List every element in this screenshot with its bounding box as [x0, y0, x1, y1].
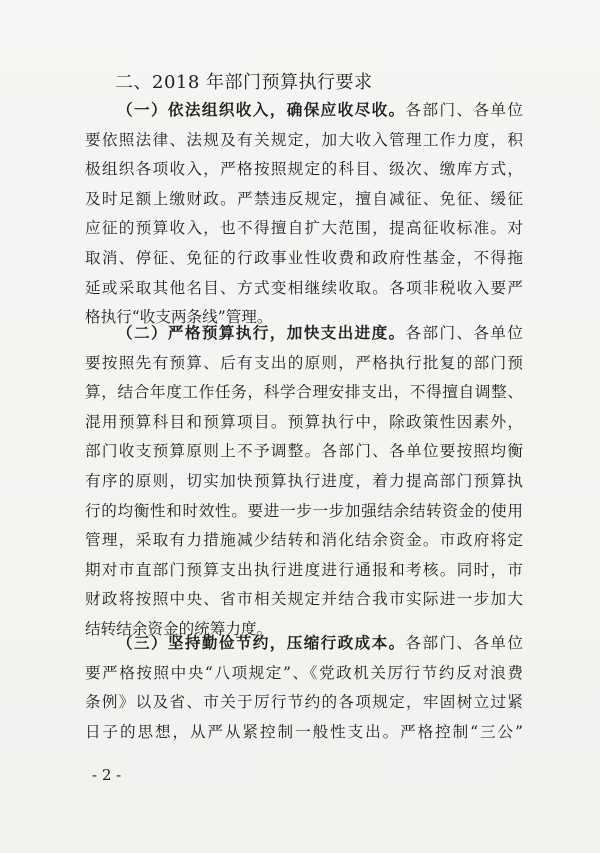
paragraph-text: 各部门、各单位	[405, 101, 523, 119]
paragraph-line: 行的均衡性和时效性。要进一步一步加强结余结转资金的使用	[85, 501, 523, 520]
paragraph-line: 管理，采取有力措施减少结转和消化结余资金。市政府将定	[85, 531, 523, 550]
paragraph-line: 延或采取其他名目、方式变相继续收取。各项非税收入要严	[85, 278, 523, 297]
paragraph-line: 要严格按照中央“八项规定”、《党政机关厉行节约反对浪费	[85, 663, 523, 682]
paragraph-line: 应征的预算收入，也不得擅自扩大范围，提高征收标准。对	[85, 219, 523, 238]
paragraph-line: 结转结余资金的统筹力度。	[85, 619, 273, 638]
paragraph-line: 格执行“收支两条线”管理。	[85, 308, 273, 327]
section-heading: 二、2018 年部门预算执行要求	[115, 72, 373, 93]
paragraph-1	[85, 95, 523, 333]
paragraph-line: 取消、停征、免征的行政事业性收费和政府性基金，不得拖	[85, 248, 523, 267]
paragraph-line	[85, 318, 523, 349]
paragraph-line: 部门收支预算原则上不予调整。各部门、各单位要按照均衡	[85, 442, 523, 461]
paragraph-line: 有序的原则，切实加快预算执行进度，着力提高部门预算执	[85, 471, 523, 490]
paragraph-line: 算，结合年度工作任务，科学合理安排支出，不得擅自调整、	[85, 383, 523, 402]
paragraph-line: 要按照先有预算、后有支出的原则，严格执行批复的部门预	[85, 353, 523, 372]
paragraph-lead: （一）依法组织收入，确保应收尽收。	[117, 100, 406, 119]
paragraph-line: 日子的思想，从严从紧控制一般性支出。严格控制“三公”	[85, 722, 523, 741]
paragraph-line: 混用预算科目和预算项目。预算执行中，除政策性因素外，	[85, 412, 523, 431]
paragraph-line: 条例》以及省、市关于厉行节约的各项规定，牢固树立过紧	[85, 693, 523, 712]
paragraph-line	[85, 95, 523, 126]
paragraph-text: 各部门、各单位	[405, 324, 523, 342]
page-number: - 2 -	[92, 766, 122, 784]
paragraph-2	[85, 318, 523, 645]
paragraph-3	[85, 628, 523, 747]
paragraph-line: 极组织各项收入，严格按照规定的科目、级次、缴库方式，	[85, 160, 523, 179]
paragraph-line: 要依照法律、法规及有关规定，加大收入管理工作力度，积	[85, 130, 523, 149]
paragraph-line: 期对市直部门预算支出执行进度进行通报和考核。同时，市	[85, 560, 523, 579]
paragraph-line	[85, 628, 523, 659]
paragraph-text: 各部门、各单位	[405, 634, 523, 652]
paragraph-lead: （三）坚持勤俭节约，压缩行政成本。	[117, 633, 406, 652]
paragraph-line: 财政将按照中央、省市相关规定并结合我市实际进一步加大	[85, 590, 523, 609]
paragraph-lead: （二）严格预算执行，加快支出进度。	[117, 323, 406, 342]
paragraph-line: 及时足额上缴财政。严禁违反规定，擅自减征、免征、缓征	[85, 189, 523, 208]
